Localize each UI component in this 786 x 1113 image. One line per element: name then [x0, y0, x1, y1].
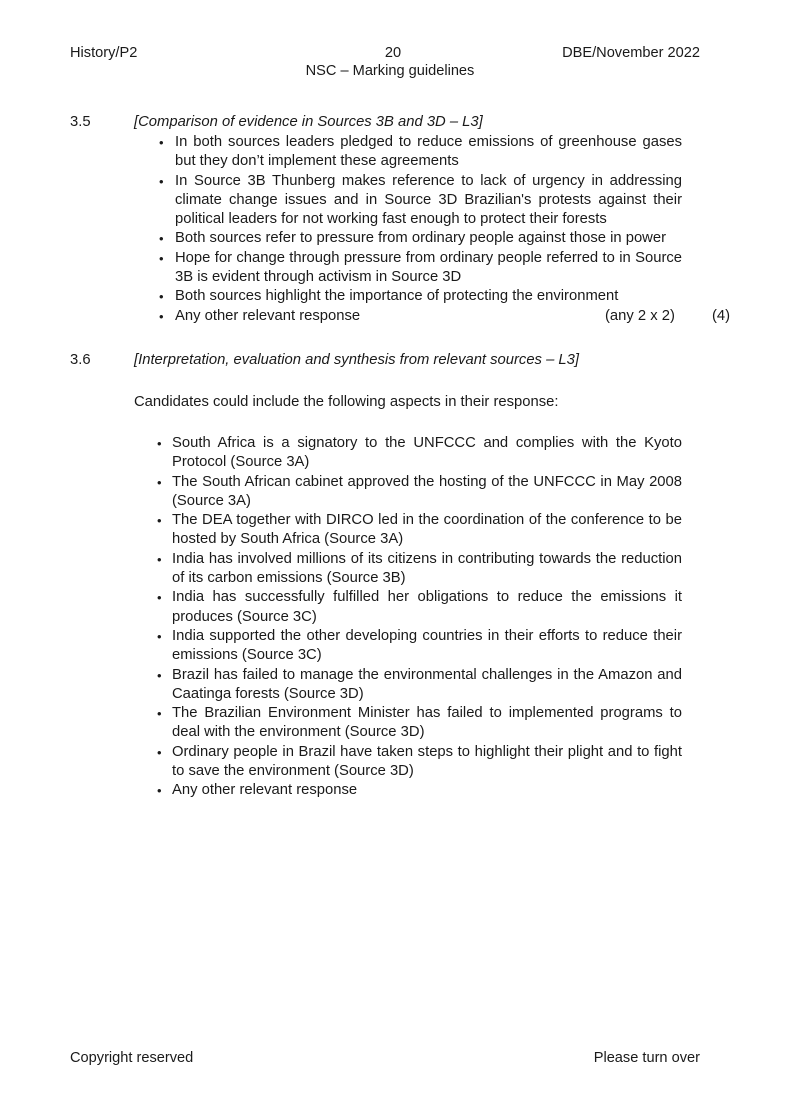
list-item: • Both sources refer to pressure from ordinary people against those in power [158, 229, 682, 248]
list-item-with-marks [158, 307, 731, 326]
list-item-text: Any other relevant response [175, 307, 361, 324]
list-item: • In both sources leaders pledged to reduce emissions of greenhouse gases but they don’t implement these agreements [158, 133, 682, 172]
section-3-6-number: 3.6 [70, 351, 91, 368]
list-item: • Ordinary people in Brazil have taken steps to highlight their plight and to fight to save the environment (Source 3D) [155, 743, 682, 782]
section-3-5-heading [70, 112, 716, 133]
header-subject: History/P2 [70, 45, 138, 61]
section-3-6-heading [70, 350, 716, 371]
list-item: • In Source 3B Thunberg makes reference to lack of urgency in addressing climate change issues and in Source 3D Brazilian's protests against their political leaders for not working fast enough to protect their forests [158, 172, 682, 230]
page-header [70, 44, 716, 88]
list-item: • India has successfully fulfilled her obligations to reduce the emissions it produces (Source 3C) [155, 588, 682, 627]
footer-copyright: Copyright reserved [70, 1050, 194, 1066]
list-item: • India has involved millions of its citizens in contributing towards the reduction of its carbon emissions (Source 3B) [155, 550, 682, 589]
marks-allocation-note: (any 2 x 2) [605, 307, 675, 324]
list-item: • The South African cabinet approved the hosting of the UNFCCC in May 2008 (Source 3A) [155, 473, 682, 512]
header-exam-session: DBE/November 2022 [562, 45, 700, 61]
list-item: • Both sources highlight the importance of protecting the environment [158, 287, 682, 306]
section-3-5-title: [Comparison of evidence in Sources 3B and 3D – L3] [134, 114, 483, 130]
section-divider-space [70, 326, 716, 350]
section-3-5-number: 3.5 [70, 114, 91, 130]
footer-turn-over: Please turn over [593, 1050, 700, 1066]
section-3-5 [70, 112, 731, 326]
list-item: • Hope for change through pressure from ordinary people referred to in Source 3B is evident through activism in Source 3D [158, 249, 682, 288]
section-3-6-title: [Interpretation, evaluation and synthesis from relevant sources – L3] [134, 351, 579, 368]
header-row-top [70, 44, 716, 62]
section-3-5-bullet-list [158, 133, 731, 326]
document-body [70, 112, 731, 801]
list-item: • Any other relevant response [155, 781, 682, 800]
section-3-6-bullet-list [155, 434, 682, 801]
list-item: • Brazil has failed to manage the environmental challenges in the Amazon and Caatinga forests (Source 3D) [155, 666, 682, 705]
list-item: • India supported the other developing countries in their efforts to reduce their emissions (Source 3C) [155, 627, 682, 666]
section-3-6-intro-text: Candidates could include the following aspects in their response: [134, 393, 559, 410]
header-page-number: 20 [384, 45, 402, 61]
list-item: • The Brazilian Environment Minister has failed to implemented programs to deal with the environment (Source 3D) [155, 704, 682, 743]
list-item: • South Africa is a signatory to the UNFCCC and complies with the Kyoto Protocol (Source 3A) [155, 434, 682, 473]
header-document-subtitle: NSC – Marking guidelines [305, 63, 475, 79]
list-item: • The DEA together with DIRCO led in the coordination of the conference to be hosted by South Africa (Source 3A) [155, 511, 682, 550]
section-3-6 [70, 350, 716, 801]
page-footer [70, 1048, 716, 1068]
marks-total: (4) [712, 307, 731, 324]
